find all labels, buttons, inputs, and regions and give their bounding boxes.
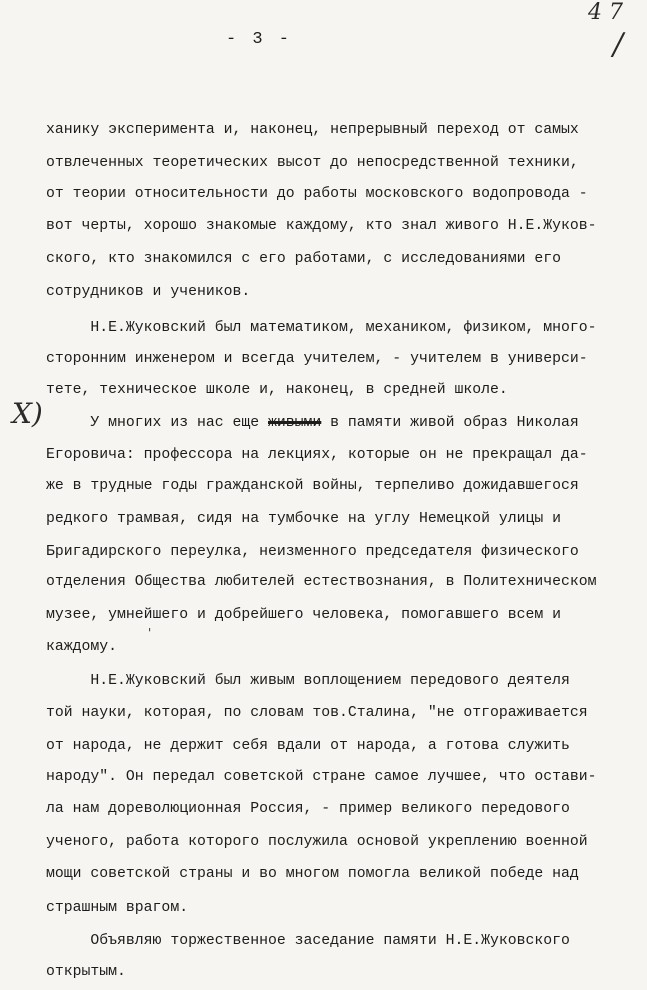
text-line: отвлеченных теоретических высот до непосредственной техники,: [46, 155, 579, 171]
text-line: Егоровича: профессора на лекциях, которые он не прекращал да-: [46, 447, 588, 463]
text-line: Н.Е.Жуковский был живым воплощением передового деятеля: [46, 673, 570, 689]
line-text: У многих из нас еще: [46, 415, 268, 431]
text-line: Объявляю торжественное заседание памяти Н.Е.Жуковского: [46, 933, 570, 949]
text-line: музее, умнейшего и добрейшего человека, помогавшего всем и: [46, 607, 562, 623]
text-line: страшным врагом.: [46, 900, 189, 916]
text-line: ханику эксперимента и, наконец, непрерывный переход от самых: [46, 122, 579, 138]
text-line: отделения Общества любителей естествознания, в Политехническом: [46, 574, 597, 590]
text-line: от теории относительности до работы московского водопровода -: [46, 186, 588, 202]
text-line: от народа, не держит себя вдали от народа, а готова служить: [46, 738, 570, 754]
text-line: же в трудные годы гражданской войны, терпеливо дожидавшегося: [46, 478, 579, 494]
line-text: в памяти живой образ Николая: [321, 415, 579, 431]
text-line: Бригадирского переулка, неизменного председателя физического: [46, 544, 579, 560]
text-line: каждому.: [46, 639, 118, 655]
handwritten-margin-mark: X): [12, 397, 43, 430]
text-line: мощи советской страны и во многом помогла великой победе над: [46, 866, 579, 882]
text-line: народу". Он передал советской стране самое лучшее, что остави-: [46, 769, 597, 785]
stray-tick-mark: ': [148, 626, 152, 640]
text-line: той науки, которая, по словам тов.Сталина, "не отгораживается: [46, 705, 588, 721]
text-line: сторонним инженером и всегда учителем, - учителем в универси-: [46, 351, 588, 367]
handwritten-corner-note: 4 7: [588, 0, 623, 25]
text-line: [46, 414, 579, 432]
handwritten-corner-stroke: /: [613, 27, 624, 62]
struck-word: живыми: [268, 415, 322, 431]
text-line: вот черты, хорошо знакомые каждому, кто знал живого Н.Е.Жуков-: [46, 218, 597, 234]
text-line: тете, техническое школе и, наконец, в средней школе.: [46, 382, 508, 398]
text-line: редкого трамвая, сидя на тумбочке на углу Немецкой улицы и: [46, 511, 562, 527]
text-line: открытым.: [46, 964, 126, 980]
text-line: сотрудников и учеников.: [46, 284, 251, 300]
text-line: Н.Е.Жуковский был математиком, механиком, физиком, много-: [46, 320, 597, 336]
text-line: ла нам дореволюционная Россия, - пример великого передового: [46, 801, 570, 817]
text-line: ученого, работа которого послужила основой укреплению военной: [46, 834, 588, 850]
page-number: - 3 -: [226, 30, 293, 49]
text-line: ского, кто знакомился с его работами, с исследованиями его: [46, 251, 562, 267]
